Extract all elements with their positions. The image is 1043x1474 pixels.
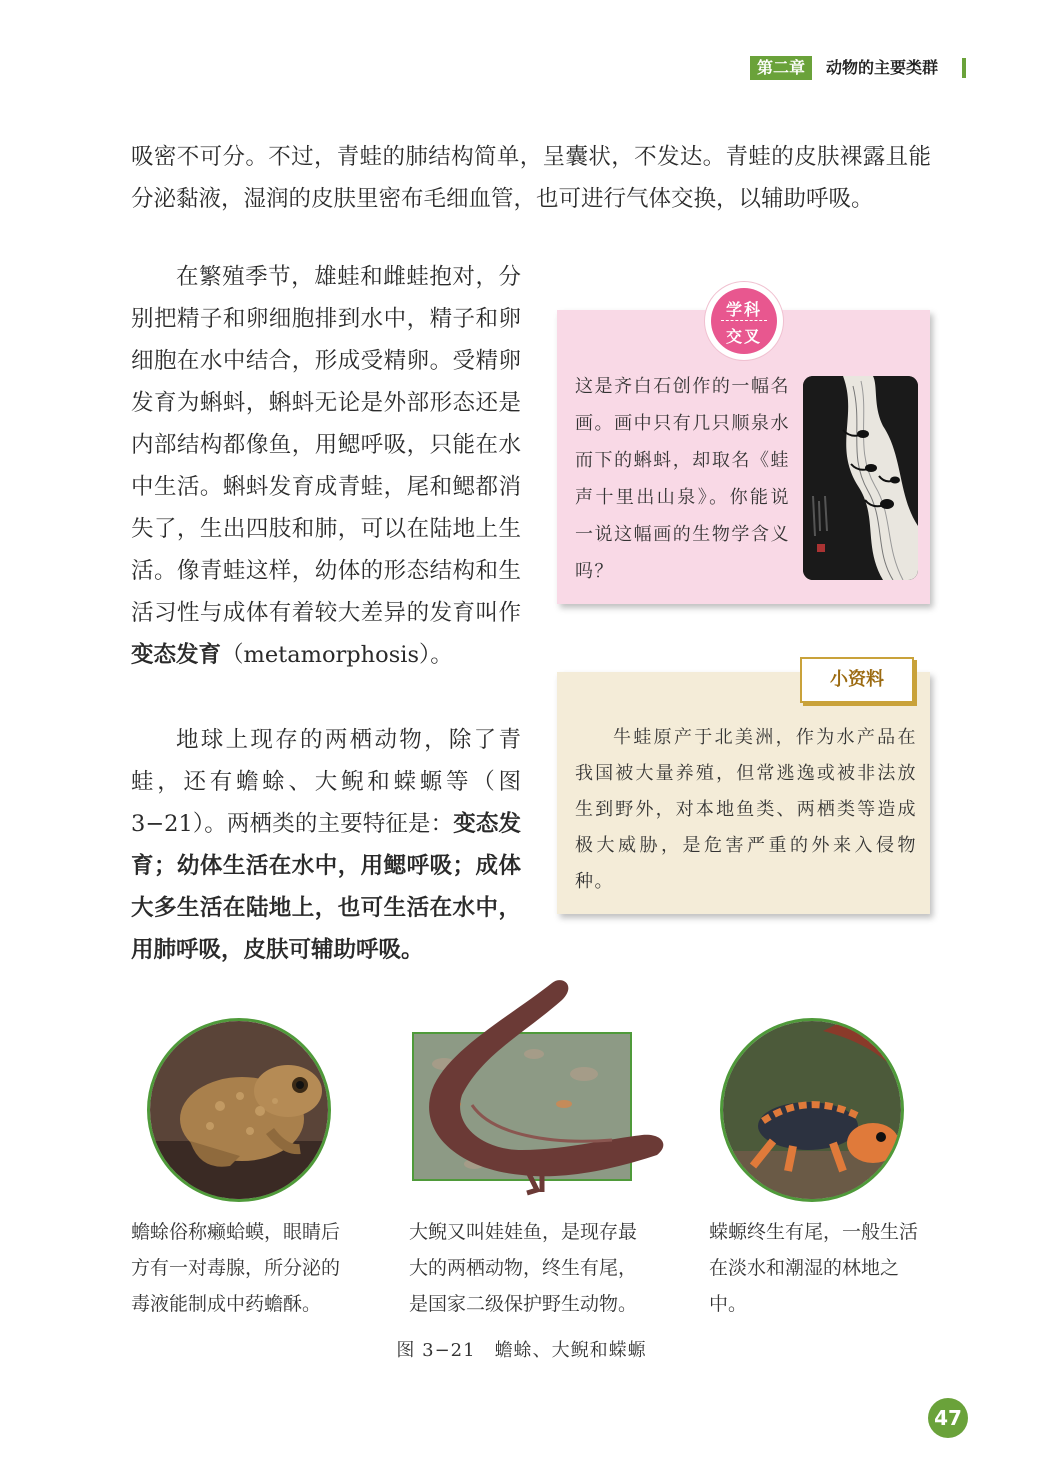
paragraph-2-english: （metamorphosis）。: [221, 642, 453, 668]
amphibian-features: 变态发育；幼体生活在水中，用鳃呼吸；成体大多生活在陆地上，也可生活在水中，用肺呼吸，皮肤可辅助呼吸。: [131, 811, 521, 963]
toad-caption: 蟾蜍俗称癞蛤蟆，眼睛后方有一对毒腺，所分泌的毒液能制成中药蟾酥。: [131, 1221, 341, 1315]
paragraph-3-text: 地球上现存的两栖动物，除了青蛙，还有蟾蜍、大鲵和蝾螈等（图 3−21）。两栖类的主要特征是：: [131, 727, 521, 837]
term-metamorphosis: 变态发育: [131, 642, 222, 668]
badge-line-1: 学科: [725, 300, 762, 319]
newt-caption: 蝾螈终生有尾，一般生活在淡水和潮湿的林地之中。: [709, 1221, 919, 1315]
interdisciplinary-badge: [705, 282, 783, 360]
badge-divider: [721, 320, 767, 321]
giant-salamander-body: [412, 975, 672, 1197]
newt-photo: [720, 1018, 904, 1202]
giant-salamander-caption: 大鲵又叫娃娃鱼，是现存最大的两栖动物，终生有尾，是国家二级保护野生动物。: [409, 1221, 638, 1315]
header-accent-bar: [962, 58, 966, 78]
tadpole-painting-image: [803, 376, 918, 580]
paragraph-3: [131, 719, 521, 971]
info-box-label: 小资料: [800, 657, 914, 703]
toad-photo: [147, 1018, 331, 1202]
paragraph-1: 吸密不可分。不过，青蛙的肺结构简单，呈囊状，不发达。青蛙的皮肤裸露且能分泌黏液，湿润的皮肤里密布毛细血管，也可进行气体交换，以辅助呼吸。: [131, 144, 931, 212]
paragraph-2: [131, 256, 521, 676]
info-box-text: 牛蛙原产于北美洲，作为水产品在我国被大量养殖，但常逃逸或被非法放生到野外，对本地鱼类、两栖类等造成极大威胁，是危害严重的外来入侵物种。: [575, 727, 917, 892]
paragraph-2-text: 在繁殖季节，雄蛙和雌蛙抱对，分别把精子和卵细胞排到水中，精子和卵细胞在水中结合，形成受精卵。受精卵发育为蝌蚪，蝌蚪无论是外部形态还是内部结构都像鱼，用鳃呼吸，只能在水中生活。蝌蚪发育成青蛙，尾和鳃都消失了，生出四肢和肺，可以在陆地上生活。像青蛙这样，幼体的形态结构和生活习性与成体有着较大差异的发育叫作: [131, 264, 521, 626]
page-number: 47: [928, 1398, 968, 1438]
figure-caption: 图 3−21 蟾蜍、大鲵和蝾螈: [396, 1340, 647, 1361]
interdisciplinary-text: 这是齐白石创作的一幅名画。画中只有几只顺泉水而下的蝌蚪，却取名《蛙声十里出山泉》。你能说一说这幅画的生物学含义吗？: [575, 376, 790, 582]
chapter-title: 动物的主要类群: [826, 58, 939, 77]
badge-line-2: 交叉: [725, 327, 762, 346]
chapter-tag: 第二章: [750, 56, 812, 80]
